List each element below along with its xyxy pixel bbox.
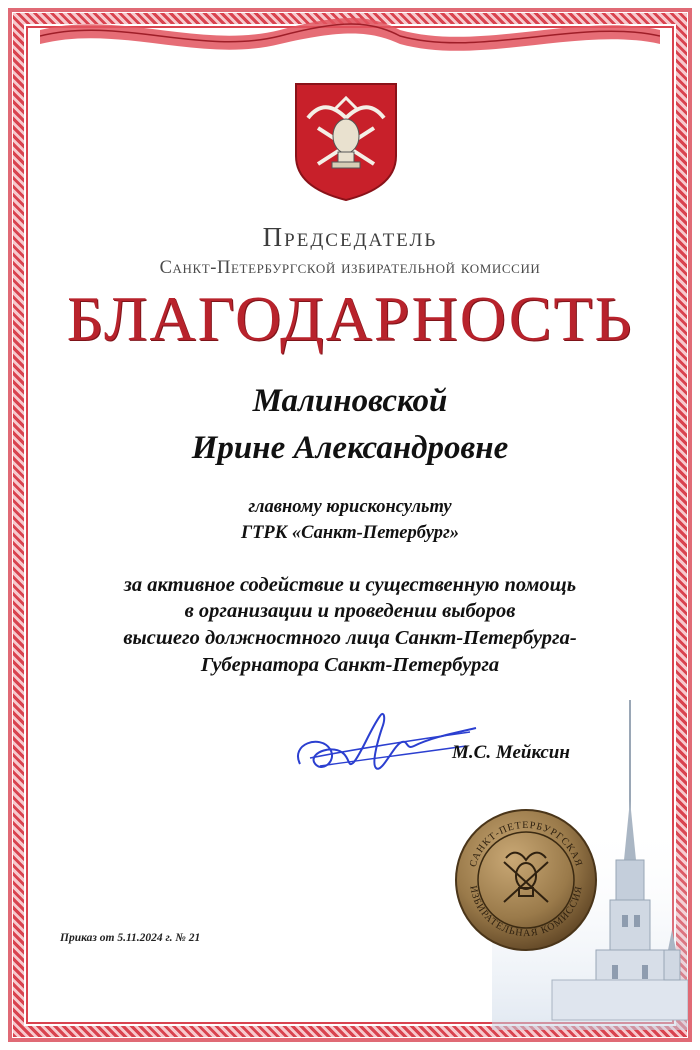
recipient-name: Ирине Александровне bbox=[191, 430, 509, 466]
coat-of-arms-icon bbox=[288, 78, 404, 202]
seal-text-top: САНКТ-ПЕТЕРБУРГСКАЯ bbox=[467, 819, 585, 869]
recipient-organization: ГТРК «Санкт-Петербург» bbox=[240, 523, 460, 543]
ribbon-decoration bbox=[40, 0, 660, 70]
reason-line-1: за активное содействие и существенную помощь bbox=[123, 574, 577, 596]
reason-line-4: Губернатора Санкт-Петербурга bbox=[200, 654, 500, 676]
recipient-position: главному юрисконсульту bbox=[248, 497, 452, 517]
signer-name: М.С. Мейксин bbox=[452, 742, 570, 763]
order-reference: Приказ от 5.11.2024 г. № 21 bbox=[60, 932, 201, 944]
commission-name: Санкт-Петербургской избирательной комиссии bbox=[159, 258, 541, 278]
chair-title: Председатель bbox=[262, 222, 438, 252]
bronze-seal-icon bbox=[452, 806, 600, 954]
seal-text-bottom: ИЗБИРАТЕЛЬНАЯ КОМИССИЯ bbox=[467, 884, 585, 940]
reason-line-3: высшего должностного лица Санкт-Петербурга- bbox=[123, 627, 577, 649]
reason-line-2: в организации и проведении выборов bbox=[184, 600, 516, 622]
document-title: БЛАГОДАРНОСТЬ bbox=[66, 283, 634, 354]
recipient-surname: Малиновской bbox=[252, 383, 448, 419]
